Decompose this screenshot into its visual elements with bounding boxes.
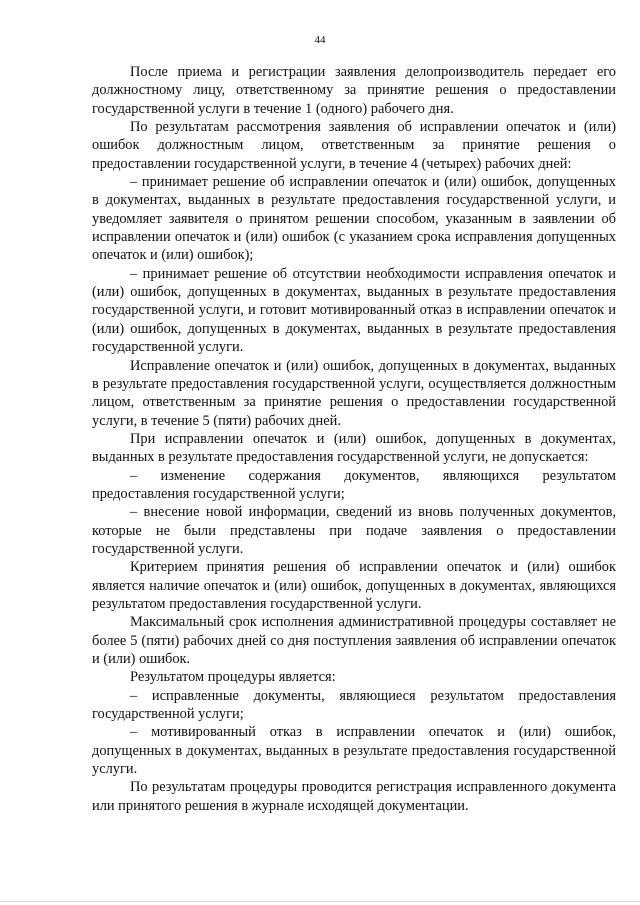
list-item-decision-refuse: – принимает решение об отсутствии необходимости исправления опечаток и (или) ошибок, допущенных в документах, выданных в результате предоставления государственной услуги, и готовит мотивированный отказ в исправлении опечаток и (или) ошибок, допущенных в документах, выданных в результате предоставления государственной услуги. (92, 265, 616, 356)
paragraph-criterion: Критерием принятия решения об исправлении опечаток и (или) ошибок является наличие опечаток и (или) ошибок, допущенных в документах, являющихся результатом предоставления государственной услуги. (92, 559, 616, 612)
paragraph-correction-term: Исправление опечаток и (или) ошибок, допущенных в документах, выданных в результате предоставления государственной услуги, осуществляется должностным лицом, ответственным за принятие решения о предоставлении государственной услуги, в течение 5 (пяти) рабочих дней. (92, 357, 616, 429)
scan-edge-divider (0, 901, 640, 902)
list-item-decision-correct: – принимает решение об исправлении опечаток и (или) ошибок, допущенных в документах, выданных в результате предоставления государственной услуги, и уведомляет заявителя о принятом решении способом, указанным в заявлении об исправлении опечаток и (или) ошибок (с указанием срока исправления допущенных опечаток и (или) ошибок); (92, 174, 616, 264)
page-number: 44 (314, 34, 326, 46)
paragraph-registration-transfer: После приема и регистрации заявления делопроизводитель передает его должностному лицу, ответственному за принятие решения о предоставлении государственной услуги в течение 1 (одного) рабочего дня. (92, 64, 616, 117)
paragraph-registration-journal: По результатам процедуры проводится регистрация исправленного документа или принятого решения в журнале исходящей документации. (92, 779, 616, 814)
list-item-content-change: – изменение содержания документов, являющихся результатом предоставления государственной услуги; (92, 467, 616, 502)
document-body (92, 63, 616, 815)
list-item-refusal: – мотивированный отказ в исправлении опечаток и (или) ошибок, допущенных в документах, выданных в результате предоставления государственной услуги. (92, 724, 616, 778)
paragraph-not-allowed: При исправлении опечаток и (или) ошибок, допущенных в документах, выданных в результате предоставления государственной услуги, не допускается: (92, 430, 616, 466)
list-item-corrected-docs: – исправленные документы, являющиеся результатом предоставления государственной услуги; (92, 687, 616, 723)
paragraph-max-term: Максимальный срок исполнения административной процедуры составляет не более 5 (пяти) рабочих дней со дня поступления заявления об исправлении опечаток и (или) ошибок. (92, 614, 616, 667)
list-item-new-info: – внесение новой информации, сведений из вновь полученных документов, которые не были представлены при подаче заявления о предоставлении государственной услуги. (92, 504, 616, 557)
paragraph-review-results: По результатам рассмотрения заявления об исправлении опечаток и (или) ошибок должностным лицом, ответственным за принятие решения о предоставлении государственной услуги, в течение 4 (четырех) рабочих дней: (92, 119, 616, 172)
paragraph-result-heading: Результатом процедуры является: (130, 669, 336, 686)
